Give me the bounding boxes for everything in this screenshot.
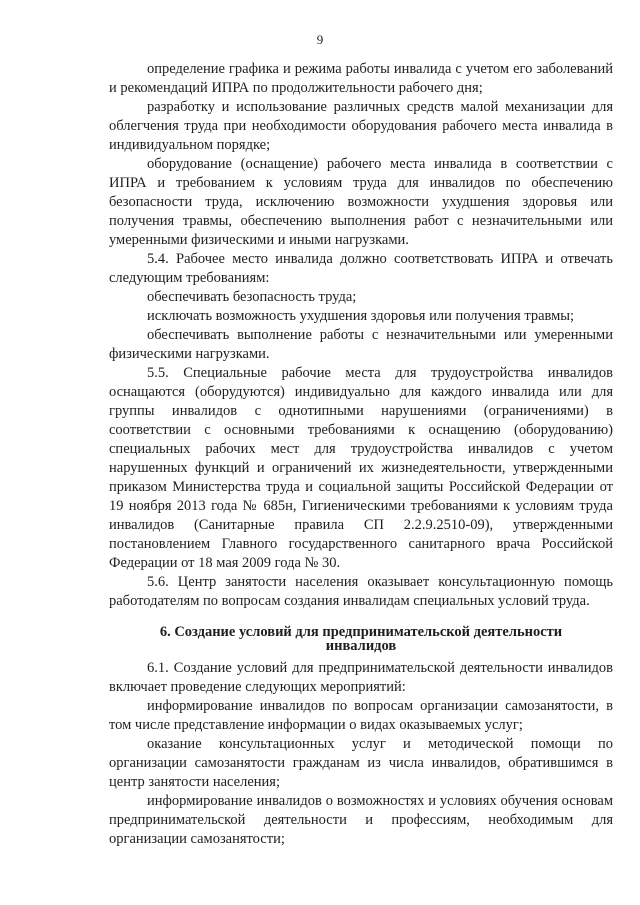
paragraph: обеспечивать безопасность труда; xyxy=(147,289,357,305)
paragraph: 6.1. Создание условий для предпринимательской деятельности инвалидов включает проведение следующих мероприятий: xyxy=(109,660,613,695)
paragraph: 5.5. Специальные рабочие места для трудоустройства инвалидов оснащаются (оборудуются) индивидуально для каждого инвалида или для группы инвалидов с однотипными нарушениями (ограничениями) в соответствии с основными требованиями к оснащению (оборудованию) специальных рабочих мест для трудоустройства инвалидов с учетом нарушенных функций и ограничений их жизнедеятельности, утвержденными приказом Министерства труда и социальной защиты Российской Федерации от 19 ноября 2013 года № 685н, Гигиеническими требованиями к условиям труда инвалидов (Санитарные правила СП 2.2.9.2510-09), утвержденными постановлением Главного государственного санитарного врача Российской Федерации от 18 мая 2009 года № 30. xyxy=(109,365,613,571)
page-number: 9 xyxy=(316,32,324,47)
section-heading-line: инвалидов xyxy=(325,638,397,654)
paragraph: оказание консультационных услуг и методической помощи по организации самозанятости гражданам из числа инвалидов, обратившимся в центр занятости населения; xyxy=(109,736,613,790)
document-body xyxy=(109,60,613,849)
paragraph: разработку и использование различных средств малой механизации для облегчения труда при необходимости оборудования рабочего места инвалида в индивидуальном порядке; xyxy=(109,99,613,153)
section-heading-line: 6. Создание условий для предпринимательской деятельности xyxy=(159,624,563,640)
paragraph: определение графика и режима работы инвалида с учетом его заболеваний и рекомендаций ИПРА по продолжительности рабочего дня; xyxy=(109,61,613,96)
paragraph: исключать возможность ухудшения здоровья или получения травмы; xyxy=(147,308,575,324)
paragraph: 5.6. Центр занятости населения оказывает консультационную помощь работодателям по вопросам создания инвалидам специальных условий труда. xyxy=(109,574,613,609)
paragraph: информирование инвалидов о возможностях и условиях обучения основам предпринимательской деятельности и профессиям, необходимым для организации самозанятости; xyxy=(109,793,613,847)
paragraph: информирование инвалидов по вопросам организации самозанятости, в том числе представление информации о видах оказываемых услуг; xyxy=(109,698,613,733)
section-heading xyxy=(109,625,613,653)
paragraph: 5.4. Рабочее место инвалида должно соответствовать ИПРА и отвечать следующим требованиям: xyxy=(109,251,613,286)
paragraph: оборудование (оснащение) рабочего места инвалида в соответствии с ИПРА и требованием к условиям труда для инвалидов по обеспечению безопасности труда, исключению возможности ухудшения здоровья или получения травмы, обеспечению выполнения работ с незначительными или умеренными физическими и иными нагрузками. xyxy=(109,156,613,248)
paragraph: обеспечивать выполнение работы с незначительными или умеренными физическими нагрузками. xyxy=(109,327,613,362)
